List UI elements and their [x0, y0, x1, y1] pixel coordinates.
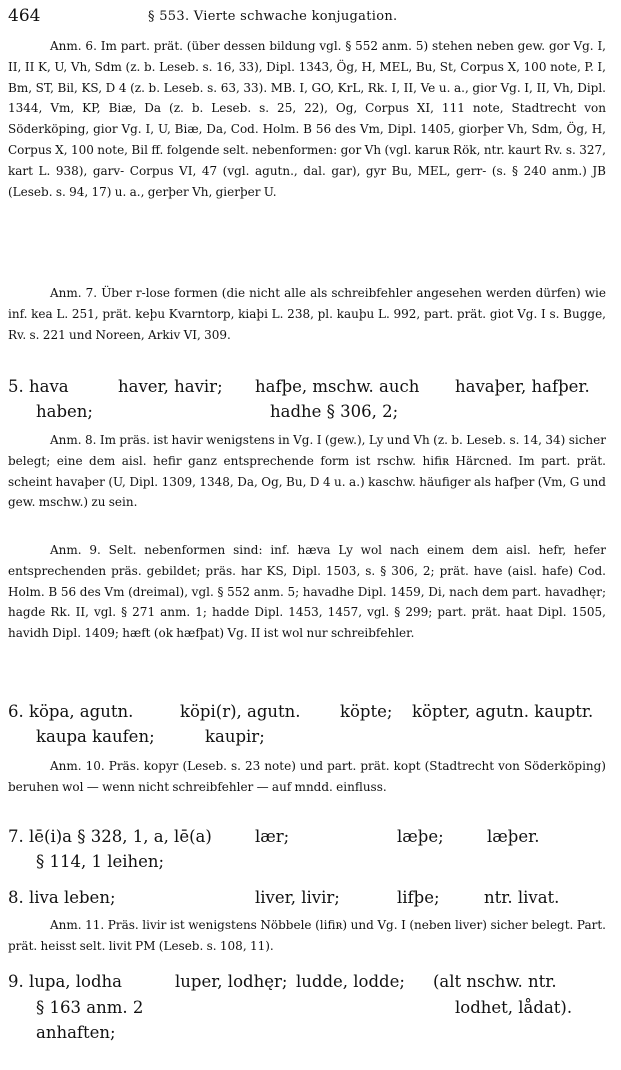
entry-8-participle: ntr. livat.: [484, 888, 560, 907]
note-anm-6: Anm. 6. Im part. prät. (über dessen bildung vgl. § 552 anm. 5) stehen neben gew. gor Vg. I, II, II K, U, Vh, Sdm (z. b. Leseb. s. 16, 33), Dipl. 1343, Ög, H, MEL, Bu, St, Corpus X, 100 note, P. I, Bm, ST, Bil, KS, D 4 (z. b. Leseb. s. 63, 33). MB. I, GO, KrL, Rk. I, II, Ve u. a., gior Vg. I, II, Vh, Dipl. 1344, Vm, KP, Biæ, Da (z. b. Leseb. s. 25, 22), Og, Corpus XI, 111 note, Stadtrecht von Söderköping, gior Vg. I, U, Biæ, Da, Cod. Holm. B 56 des Vm, Dipl. 1405, giorþer Vh, Sdm, Ög, H, Corpus X, 100 note, Bil ff. folgende selt. nebenformen: gor Vh (vgl. karuʀ Rök, ntr. kaurt Rv. s. 327, kart L. 938), garv- Corpus VI, 47 (vgl. agutn., dal. gar), gyr Bu, MEL, gerr- (s. § 240 anm.) JB (Leseb. s. 94, 17) u. a., gerþer Vh, gierþer U.: [8, 39, 606, 199]
note-anm-11: Anm. 11. Präs. livir ist wenigstens Nöbbele (lifiʀ) und Vg. I (neben liver) sicher belegt. Part. prät. heisst selt. livit PM (Leseb. s. 108, 11).: [8, 918, 606, 953]
note-anm-10: Anm. 10. Präs. kopyr (Leseb. s. 23 note) und part. prät. kopt (Stadtrecht von Söderköping) beruhen wol — wenn nicht schreibfehler — auf mndd. einfluss.: [8, 759, 606, 794]
entry-9-participle: (alt nschw. ntr.: [433, 972, 557, 991]
entry-9-meaning: anhaften;: [36, 1023, 116, 1042]
entry-5-preterite-alt: hadhe § 306, 2;: [270, 402, 399, 421]
entry-7-infinitive: 7. lē(i)a § 328, 1, a, lē(a): [8, 827, 212, 846]
entry-7-meaning: § 114, 1 leihen;: [36, 852, 165, 871]
entry-6-infinitive: 6. köpa, agutn.: [8, 702, 134, 721]
entry-9-present: luper, lodhęr;: [175, 972, 288, 991]
entry-5-preterite: hafþe, mschw. auch: [255, 377, 420, 396]
entry-5-meaning: haben;: [36, 402, 93, 421]
entry-6-participle: köpter, agutn. kauptr.: [412, 702, 594, 721]
running-header: [8, 6, 608, 28]
entry-7-participle: læþer.: [487, 827, 540, 846]
note-anm-8: Anm. 8. Im präs. ist havir wenigstens in Vg. I (gew.), Ly und Vh (z. b. Leseb. s. 14, 34) sicher belegt; eine dem aisl. hefir ganz entsprechende form ist rschw. hifiʀ Härcned. Im part. prät. scheint havaþer (U, Dipl. 1309, 1348, Da, Og, Bu, D 4 u. a.) kaschw. häufiger als hafþer (Vm, G und gew. mschw.) zu sein.: [8, 433, 606, 510]
entry-6-preterite: köpte;: [340, 702, 393, 721]
running-title: § 553. Vierte schwache konjugation.: [148, 9, 398, 24]
entry-9-preterite: ludde, lodde;: [296, 972, 405, 991]
entry-8-preterite: lifþe;: [397, 888, 440, 907]
entry-9-reference: § 163 anm. 2: [36, 998, 144, 1017]
entry-9-participle-alt: lodhet, lådat).: [455, 998, 573, 1017]
entry-5-present: haver, havir;: [118, 377, 223, 396]
note-anm-9: Anm. 9. Selt. nebenformen sind: inf. hæva Ly wol nach einem dem aisl. hefr, hefer entsprechenden präs. gebildet; präs. har KS, Dipl. 1503, s. § 306, 2; prät. have (aisl. hafe) Cod. Holm. B 56 des Vm (dreimal), vgl. § 552 anm. 5; havadhe Dipl. 1459, Di, nach dem part. havadhęr; hagde Rk. II, vgl. § 271 anm. 1; hadde Dipl. 1453, 1457, vgl. § 299; part. prät. haat Dipl. 1505, havidh Dipl. 1409; hæft (ok hæfþat) Vg. II ist wol nur schreibfehler.: [8, 543, 606, 641]
entry-8-infinitive: 8. liva leben;: [8, 888, 116, 907]
entry-5-participle: havaþer, hafþer.: [455, 377, 590, 396]
page-number: 464: [8, 6, 41, 26]
entry-9-infinitive: 9. lupa, lodha: [8, 972, 123, 991]
entry-6-present-alt: kaupir;: [205, 727, 265, 746]
entry-6-meaning: kaupa kaufen;: [36, 727, 155, 746]
entry-6-present: köpi(r), agutn.: [180, 702, 301, 721]
entry-7-present: lær;: [255, 827, 290, 846]
entry-8-present: liver, livir;: [255, 888, 340, 907]
entry-7-preterite: læþe;: [397, 827, 444, 846]
entry-5-infinitive: 5. hava: [8, 377, 69, 396]
note-anm-7: Anm. 7. Über r-lose formen (die nicht alle als schreibfehler angesehen werden dürfen) wie inf. kea L. 251, prät. keþu Kvarntorp, kiaþi L. 238, pl. kauþu L. 992, part. prät. giot Vg. I s. Bugge, Rv. s. 221 und Noreen, Arkiv VI, 309.: [8, 286, 606, 342]
